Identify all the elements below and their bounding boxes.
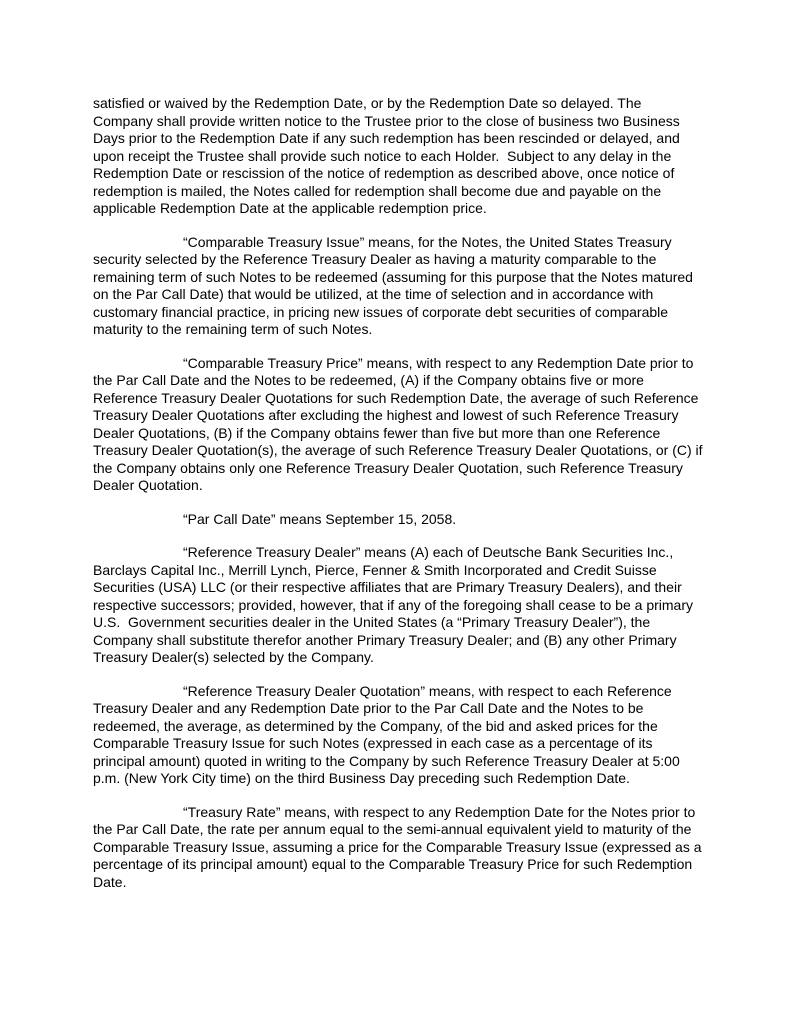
paragraph-definition-comparable-treasury-issue: “Comparable Treasury Issue” means, for the Notes, the United States Treasury security selected by the Reference Treasury Dealer as having a maturity comparable to the remaining term of such Notes to be redeemed (assuming for this purpose that the Notes matured on the Par Call Date) that would be utilized, at the time of selection and in accordance with customary financial practice, in pricing new issues of corporate debt securities of comparable maturity to the remaining term of such Notes. <box>93 233 697 337</box>
paragraph-definition-reference-treasury-dealer: “Reference Treasury Dealer” means (A) each of Deutsche Bank Securities Inc., Barclays Capital Inc., Merrill Lynch, Pierce, Fenner & Smith Incorporated and Credit Suisse Securities (USA) LLC (or their respective affiliates that are Primary Treasury Dealers), and their respective successors; provided, however, that if any of the foregoing shall cease to be a primary U.S. Government securities dealer in the United States (a “Primary Treasury Dealer”), the Company shall substitute therefor another Primary Treasury Dealer; and (B) any other Primary Treasury Dealer(s) selected by the Company. <box>93 544 697 665</box>
document-content <box>93 95 707 907</box>
paragraph-definition-reference-treasury-dealer-quotation: “Reference Treasury Dealer Quotation” means, with respect to each Reference Treasury Dealer and any Redemption Date prior to the Par Call Date and the Notes to be redeemed, the average, as determined by the Company, of the bid and asked prices for the Comparable Treasury Issue for such Notes (expressed in each case as a percentage of its principal amount) quoted in writing to the Company by such Reference Treasury Dealer at 5:00 p.m. (New York City time) on the third Business Day preceding such Redemption Date. <box>93 682 684 786</box>
paragraph-definition-comparable-treasury-price: “Comparable Treasury Price” means, with respect to any Redemption Date prior to the Par Call Date and the Notes to be redeemed, (A) if the Company obtains five or more Reference Treasury Dealer Quotations for such Redemption Date, the average of such Reference Treasury Dealer Quotations after excluding the highest and lowest of such Reference Treasury Dealer Quotations, (B) if the Company obtains fewer than five but more than one Reference Treasury Dealer Quotation(s), the average of such Reference Treasury Dealer Quotations, or (C) if the Company obtains only one Reference Treasury Dealer Quotation, such Reference Treasury Dealer Quotation. <box>93 354 707 493</box>
paragraph-definition-treasury-rate: “Treasury Rate” means, with respect to any Redemption Date for the Notes prior to the Par Call Date, the rate per annum equal to the semi-annual equivalent yield to maturity of the Comparable Treasury Issue, assuming a price for the Comparable Treasury Issue (expressed as a percentage of its principal amount) equal to the Comparable Treasury Price for such Redemption Date. <box>93 803 706 890</box>
paragraph-definition-par-call-date: “Par Call Date” means September 15, 2058. <box>183 510 457 527</box>
paragraph-redemption-notice-continuation: satisfied or waived by the Redemption Date, or by the Redemption Date so delayed. The Company shall provide written notice to the Trustee prior to the close of business two Business Days prior to the Redemption Date if any such redemption has been rescinded or delayed, and upon receipt the Trustee shall provide such notice to each Holder. Subject to any delay in the Redemption Date or rescission of the notice of redemption as described above, once notice of redemption is mailed, the Notes called for redemption shall become due and payable on the applicable Redemption Date at the applicable redemption price. <box>93 95 684 216</box>
